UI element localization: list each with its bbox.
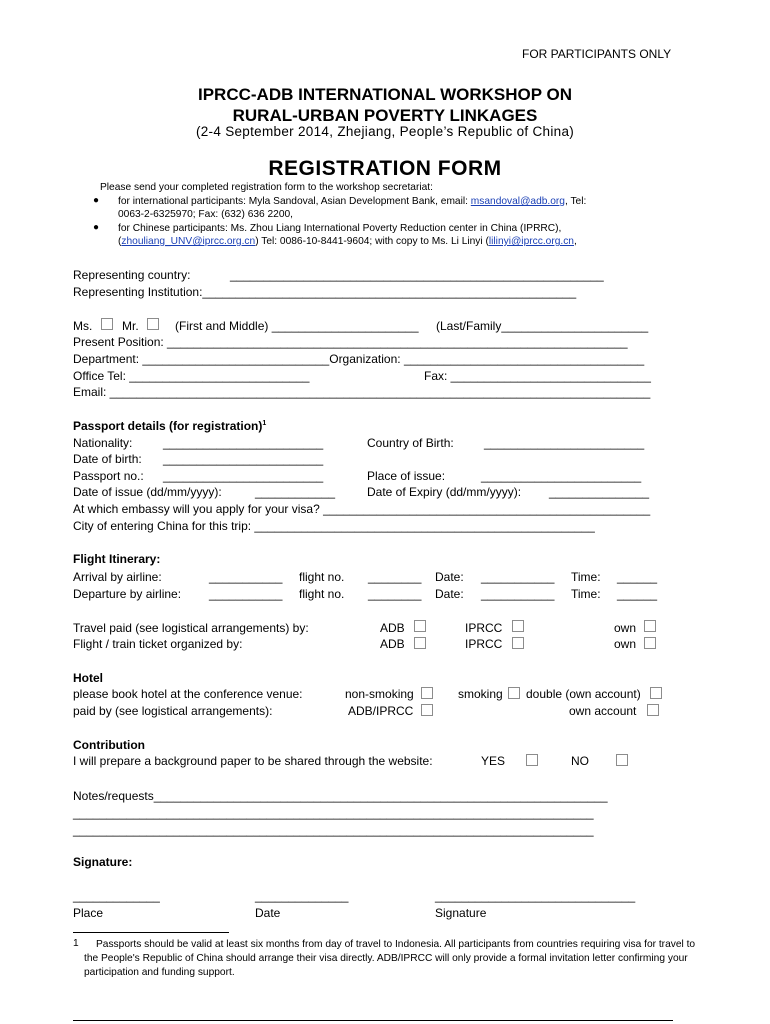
signature-heading: Signature: bbox=[73, 855, 133, 869]
place-label: Place bbox=[73, 906, 104, 920]
passport-heading bbox=[73, 420, 266, 434]
arrival-airline-field[interactable]: ___________ bbox=[209, 570, 283, 584]
representing-country-field[interactable]: ________________________________________________________ bbox=[230, 268, 604, 282]
ticket-adb-checkbox[interactable] bbox=[414, 637, 426, 649]
bullet2-line2: (zhouliang_UNV@iprcc.org.cn) Tel: 0086-10-8441-9604; with copy to Ms. Li Linyi (lilinyi@iprcc.org.cn, bbox=[118, 236, 577, 247]
email-link-lilinyi[interactable]: lilinyi@iprcc.org.cn bbox=[488, 236, 574, 247]
departure-time-field[interactable]: ______ bbox=[617, 587, 658, 601]
participants-only-note: FOR PARTICIPANTS ONLY bbox=[522, 47, 672, 61]
embassy-field[interactable]: At which embassy will you apply for your visa? _________________________________________________ bbox=[73, 502, 651, 516]
ticket-iprcc-label: IPRCC bbox=[465, 637, 503, 651]
signature-label: Signature bbox=[435, 906, 487, 920]
departure-flight-no-field[interactable]: ________ bbox=[368, 587, 422, 601]
workshop-title-line1: IPRCC-ADB INTERNATIONAL WORKSHOP ON bbox=[198, 85, 572, 104]
arrival-date-field[interactable]: ___________ bbox=[481, 570, 555, 584]
last-family-name-field[interactable]: (Last/Family______________________ bbox=[436, 319, 649, 333]
footnote-text: Passports should be valid at least six months from day of travel to Indonesia. All participants from countries requiring visa for travel to the People's Republic of China should arrange their visa directly. ADB/IPRCC will only provide a formal invitation letter confirming your participation and funding support. bbox=[84, 939, 696, 978]
bottom-divider bbox=[73, 1020, 673, 1021]
smoking-checkbox[interactable] bbox=[508, 687, 520, 699]
travel-paid-own-label: own bbox=[614, 621, 637, 635]
no-label: NO bbox=[571, 754, 589, 768]
arrival-date-label: Date: bbox=[435, 570, 464, 584]
fax-field[interactable]: Fax: ______________________________ bbox=[424, 369, 651, 383]
date-of-issue-label: Date of issue (dd/mm/yyyy): bbox=[73, 485, 222, 499]
hotel-own-account-label: own account bbox=[569, 704, 637, 718]
form-title: REGISTRATION FORM bbox=[268, 157, 502, 180]
passport-heading-text: Passport details (for registration) bbox=[73, 419, 263, 433]
notes-field[interactable]: Notes/requests____________________________________________________________________ bbox=[73, 789, 608, 803]
date-of-birth-label: Date of birth: bbox=[73, 452, 142, 466]
footnote-divider bbox=[73, 932, 229, 933]
notes-line-3[interactable]: ______________________________________________________________________________ bbox=[73, 823, 594, 837]
mr-label: Mr. bbox=[122, 319, 139, 333]
email-link-zhouliang[interactable]: zhouliang_UNV@iprcc.org.cn bbox=[121, 236, 256, 247]
arrival-label: Arrival by airline: bbox=[73, 570, 162, 584]
date-of-birth-field[interactable]: ________________________ bbox=[163, 452, 324, 466]
bullet2-line1: for Chinese participants: Ms. Zhou Liang International Poverty Reduction center in China (IPRRC), bbox=[118, 223, 562, 234]
bullet1-line1 bbox=[118, 196, 586, 208]
department-organization-field[interactable]: Department: ____________________________Organization: ____________________________________ bbox=[73, 352, 645, 366]
nationality-field[interactable]: ________________________ bbox=[163, 436, 324, 450]
arrival-time-field[interactable]: ______ bbox=[617, 570, 658, 584]
email-link-msandoval[interactable]: msandoval@adb.org bbox=[470, 196, 565, 207]
bullet1-text: for international participants: Myla Sandoval, Asian Development Bank, email: bbox=[118, 196, 471, 207]
present-position-field[interactable]: Present Position: _____________________________________________________________________ bbox=[73, 335, 628, 349]
date-of-expiry-field[interactable]: _______________ bbox=[549, 485, 650, 499]
bullet1-line2: 0063-2-6325970; Fax: (632) 636 2200, bbox=[118, 209, 294, 220]
representing-country-label: Representing country: bbox=[73, 268, 191, 282]
yes-checkbox[interactable] bbox=[526, 754, 538, 766]
passport-no-label: Passport no.: bbox=[73, 469, 144, 483]
double-room-label: double (own account) bbox=[526, 687, 641, 701]
representing-institution-field[interactable]: Representing Institution:________________________________________________________ bbox=[73, 285, 577, 299]
signature-field[interactable]: ______________________________ bbox=[435, 889, 636, 903]
hotel-paid-by-label: paid by (see logistical arrangements): bbox=[73, 704, 273, 718]
ticket-iprcc-checkbox[interactable] bbox=[512, 637, 524, 649]
travel-paid-iprcc-label: IPRCC bbox=[465, 621, 503, 635]
country-of-birth-label: Country of Birth: bbox=[367, 436, 454, 450]
bullet1-tel: , Tel: bbox=[564, 196, 587, 207]
date-label: Date bbox=[255, 906, 281, 920]
bullet-1: ● bbox=[93, 195, 100, 206]
city-entering-field[interactable]: City of entering China for this trip: ___________________________________________________ bbox=[73, 519, 595, 533]
travel-paid-adb-checkbox[interactable] bbox=[414, 620, 426, 632]
departure-time-label: Time: bbox=[571, 587, 601, 601]
hotel-adb-iprcc-checkbox[interactable] bbox=[421, 704, 433, 716]
hotel-book-label: please book hotel at the conference venue: bbox=[73, 687, 303, 701]
ticket-adb-label: ADB bbox=[380, 637, 405, 651]
departure-date-field[interactable]: ___________ bbox=[481, 587, 555, 601]
footnote-mark: 1 bbox=[262, 420, 267, 427]
double-room-checkbox[interactable] bbox=[650, 687, 662, 699]
email-field[interactable]: Email: _________________________________________________________________________________ bbox=[73, 385, 651, 399]
ms-label: Ms. bbox=[73, 319, 93, 333]
bullet2-end: , bbox=[573, 236, 577, 247]
travel-paid-iprcc-checkbox[interactable] bbox=[512, 620, 524, 632]
office-tel-field[interactable]: Office Tel: ___________________________ bbox=[73, 369, 310, 383]
send-instructions: Please send your completed registration form to the workshop secretariat: bbox=[100, 182, 433, 193]
non-smoking-label: non-smoking bbox=[345, 687, 414, 701]
contribution-text: I will prepare a background paper to be shared through the website: bbox=[73, 754, 433, 768]
arrival-time-label: Time: bbox=[571, 570, 601, 584]
hotel-own-account-checkbox[interactable] bbox=[647, 704, 659, 716]
departure-date-label: Date: bbox=[435, 587, 464, 601]
non-smoking-checkbox[interactable] bbox=[421, 687, 433, 699]
footnote-number: 1 bbox=[73, 938, 79, 949]
nationality-label: Nationality: bbox=[73, 436, 133, 450]
ticket-own-label: own bbox=[614, 637, 637, 651]
travel-paid-label: Travel paid (see logistical arrangements) by: bbox=[73, 621, 309, 635]
arrival-flight-no-label: flight no. bbox=[299, 570, 345, 584]
yes-label: YES bbox=[481, 754, 506, 768]
notes-line-2[interactable]: ______________________________________________________________________________ bbox=[73, 806, 594, 820]
place-of-issue-label: Place of issue: bbox=[367, 469, 446, 483]
passport-no-field[interactable]: ________________________ bbox=[163, 469, 324, 483]
departure-label: Departure by airline: bbox=[73, 587, 182, 601]
travel-paid-adb-label: ADB bbox=[380, 621, 405, 635]
bullet-2: ● bbox=[93, 222, 100, 233]
arrival-flight-no-field[interactable]: ________ bbox=[368, 570, 422, 584]
travel-paid-own-checkbox[interactable] bbox=[644, 620, 656, 632]
workshop-title-line2: RURAL-URBAN POVERTY LINKAGES bbox=[232, 106, 538, 125]
workshop-dates: (2-4 September 2014, Zhejiang, People’s Republic of China) bbox=[195, 124, 575, 139]
departure-airline-field[interactable]: ___________ bbox=[209, 587, 283, 601]
country-of-birth-field[interactable]: ________________________ bbox=[484, 436, 645, 450]
place-of-issue-field[interactable]: ________________________ bbox=[481, 469, 642, 483]
mr-checkbox[interactable] bbox=[147, 318, 159, 330]
place-field[interactable]: _____________ bbox=[73, 889, 160, 903]
smoking-label: smoking bbox=[458, 687, 503, 701]
hotel-adb-iprcc-label: ADB/IPRCC bbox=[348, 704, 414, 718]
first-middle-name-field[interactable]: (First and Middle) ______________________ bbox=[175, 319, 419, 333]
date-field[interactable]: ______________ bbox=[255, 889, 349, 903]
date-of-issue-field[interactable]: ____________ bbox=[255, 485, 336, 499]
departure-flight-no-label: flight no. bbox=[299, 587, 345, 601]
ticket-own-checkbox[interactable] bbox=[644, 637, 656, 649]
hotel-heading: Hotel bbox=[73, 671, 103, 685]
flight-heading: Flight Itinerary: bbox=[73, 552, 161, 566]
no-checkbox[interactable] bbox=[616, 754, 628, 766]
ticket-organized-label: Flight / train ticket organized by: bbox=[73, 637, 243, 651]
ms-checkbox[interactable] bbox=[101, 318, 113, 330]
bullet2-tel: ) Tel: 0086-10-8441-9604; with copy to Ms. Li Linyi ( bbox=[255, 236, 489, 247]
date-of-expiry-label: Date of Expiry (dd/mm/yyyy): bbox=[367, 485, 522, 499]
contribution-heading: Contribution bbox=[73, 738, 145, 752]
